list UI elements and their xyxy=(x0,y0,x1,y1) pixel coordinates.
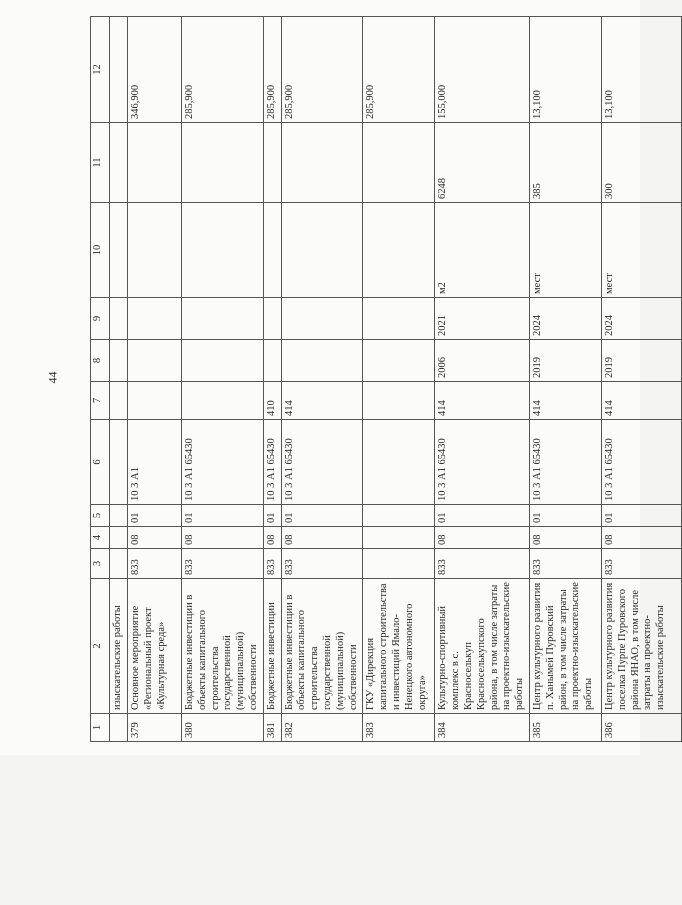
table-cell-col7 xyxy=(110,382,128,420)
table-cell-col9: 2024 xyxy=(601,298,681,340)
table-cell-col2: Бюджетные инвестиции в объекты капитального строительства государственной (муниципальной) собственности xyxy=(182,579,264,714)
table-cell-col5 xyxy=(363,505,435,527)
table-cell-col4: 08 xyxy=(601,527,681,549)
table-cell-col10 xyxy=(363,203,435,298)
table-cell-col2: изыскательские работы xyxy=(110,579,128,714)
table-body xyxy=(110,17,682,742)
table-cell-col10: мест xyxy=(529,203,601,298)
table-cell-col6: 10 3 А1 65430 xyxy=(601,420,681,505)
table-cell-col9 xyxy=(263,298,281,340)
table-cell-col8 xyxy=(281,340,363,382)
table-cell-col9 xyxy=(281,298,363,340)
table-cell-col8 xyxy=(263,340,281,382)
table-cell-col3: 833 xyxy=(263,549,281,579)
col-header: 2 xyxy=(91,579,110,714)
table-cell-col4: 08 xyxy=(281,527,363,549)
table-cell-col4: 08 xyxy=(263,527,281,549)
table-cell-col11 xyxy=(281,123,363,203)
budget-table xyxy=(90,16,682,742)
table-cell-col2: Основное мероприятие «Региональный проект «Культурная среда» xyxy=(128,579,182,714)
table-cell-col5: 01 xyxy=(435,505,530,527)
table-cell-col3: 833 xyxy=(435,549,530,579)
table-cell-col7: 414 xyxy=(435,382,530,420)
table-cell-col12 xyxy=(110,17,128,123)
col-header: 12 xyxy=(91,17,110,123)
table-cell-col12: 285,900 xyxy=(281,17,363,123)
table-row xyxy=(110,17,128,742)
table-cell-col6: 10 3 А1 65430 xyxy=(281,420,363,505)
table-cell-col7 xyxy=(128,382,182,420)
table-cell-col9 xyxy=(363,298,435,340)
table-cell-col1: 381 xyxy=(263,714,281,742)
col-header: 1 xyxy=(91,714,110,742)
table-cell-col2: Бюджетные инвестиции в объекты капитального строительства государственной (муниципальной) собственности xyxy=(281,579,363,714)
table-row xyxy=(435,17,530,742)
col-header: 10 xyxy=(91,203,110,298)
table-cell-col5 xyxy=(110,505,128,527)
table-cell-col7: 414 xyxy=(601,382,681,420)
table-cell-col9: 2021 xyxy=(435,298,530,340)
table-cell-col7: 410 xyxy=(263,382,281,420)
col-header: 7 xyxy=(91,382,110,420)
table-cell-col1: 384 xyxy=(435,714,530,742)
table-cell-col11 xyxy=(128,123,182,203)
table-cell-col12: 285,900 xyxy=(182,17,264,123)
table-cell-col4 xyxy=(110,527,128,549)
table-row xyxy=(182,17,264,742)
table-cell-col7 xyxy=(182,382,264,420)
table-cell-col6: 10 3 А1 65430 xyxy=(182,420,264,505)
table-cell-col1: 386 xyxy=(601,714,681,742)
table-cell-col12: 285,900 xyxy=(263,17,281,123)
table-cell-col1: 379 xyxy=(128,714,182,742)
table-cell-col8: 2019 xyxy=(529,340,601,382)
table-cell-col10: м2 xyxy=(435,203,530,298)
col-header: 6 xyxy=(91,420,110,505)
budget-table-rotated xyxy=(90,17,667,742)
col-header: 9 xyxy=(91,298,110,340)
table-cell-col3 xyxy=(363,549,435,579)
table-cell-col1: 385 xyxy=(529,714,601,742)
table-cell-col9: 2024 xyxy=(529,298,601,340)
table-row xyxy=(281,17,363,742)
table-cell-col10 xyxy=(263,203,281,298)
table-cell-col4: 08 xyxy=(529,527,601,549)
col-header: 3 xyxy=(91,549,110,579)
table-cell-col11 xyxy=(263,123,281,203)
table-cell-col5: 01 xyxy=(281,505,363,527)
table-cell-col5: 01 xyxy=(182,505,264,527)
table-cell-col10 xyxy=(281,203,363,298)
table-cell-col6 xyxy=(110,420,128,505)
table-cell-col10 xyxy=(110,203,128,298)
table-cell-col4: 08 xyxy=(128,527,182,549)
table-cell-col12: 13,100 xyxy=(529,17,601,123)
table-cell-col12: 155,000 xyxy=(435,17,530,123)
table-cell-col6: 10 3 А1 xyxy=(128,420,182,505)
table-cell-col4 xyxy=(363,527,435,549)
table-cell-col8 xyxy=(128,340,182,382)
table-cell-col5: 01 xyxy=(128,505,182,527)
table-cell-col10 xyxy=(182,203,264,298)
table-cell-col10: мест xyxy=(601,203,681,298)
table-cell-col6 xyxy=(363,420,435,505)
table-cell-col12: 13,100 xyxy=(601,17,681,123)
table-cell-col8 xyxy=(110,340,128,382)
table-cell-col8: 2006 xyxy=(435,340,530,382)
table-cell-col12: 346,900 xyxy=(128,17,182,123)
table-cell-col7: 414 xyxy=(529,382,601,420)
table-cell-col3: 833 xyxy=(601,549,681,579)
table-cell-col6: 10 3 А1 65430 xyxy=(435,420,530,505)
table-cell-col3: 833 xyxy=(281,549,363,579)
table-cell-col6: 10 3 А1 65430 xyxy=(263,420,281,505)
table-cell-col8 xyxy=(363,340,435,382)
table-cell-col8: 2019 xyxy=(601,340,681,382)
table-cell-col7 xyxy=(363,382,435,420)
table-row xyxy=(263,17,281,742)
table-cell-col4: 08 xyxy=(435,527,530,549)
table-cell-col10 xyxy=(128,203,182,298)
table-cell-col1 xyxy=(110,714,128,742)
table-cell-col1: 382 xyxy=(281,714,363,742)
table-cell-col11 xyxy=(363,123,435,203)
table-cell-col3: 833 xyxy=(529,549,601,579)
table-cell-col3: 833 xyxy=(182,549,264,579)
table-cell-col3 xyxy=(110,549,128,579)
table-cell-col11 xyxy=(182,123,264,203)
table-cell-col2: Центр культурного развития поселка Пурпе Пуровского района ЯНАО, в том числе затраты на проектно-изыскательские работы xyxy=(601,579,681,714)
header-row xyxy=(91,17,110,742)
table-cell-col5: 01 xyxy=(263,505,281,527)
table-cell-col9 xyxy=(182,298,264,340)
table-cell-col1: 380 xyxy=(182,714,264,742)
table-row xyxy=(529,17,601,742)
col-header: 11 xyxy=(91,123,110,203)
table-row xyxy=(128,17,182,742)
col-header: 8 xyxy=(91,340,110,382)
table-cell-col3: 833 xyxy=(128,549,182,579)
table-cell-col5: 01 xyxy=(529,505,601,527)
table-cell-col1: 383 xyxy=(363,714,435,742)
col-header: 4 xyxy=(91,527,110,549)
page-number: 44 xyxy=(45,371,60,384)
table-row xyxy=(363,17,435,742)
table-cell-col7: 414 xyxy=(281,382,363,420)
table-cell-col11: 6248 xyxy=(435,123,530,203)
table-cell-col5: 01 xyxy=(601,505,681,527)
table-cell-col2: Центр культурного развития п. Ханымей Пуровский район, в том числе затраты на проектно-изыскательские работы xyxy=(529,579,601,714)
table-cell-col2: ГКУ «Дирекция капитального строительства и инвестиций Ямало-Ненецкого автономного округа» xyxy=(363,579,435,714)
table-cell-col11: 300 xyxy=(601,123,681,203)
table-cell-col9 xyxy=(110,298,128,340)
table-cell-col4: 08 xyxy=(182,527,264,549)
table-cell-col2: Культурно-спортивный комплекс в с. Красноселькуп Красноселькупского района, в том числе затраты на проектно-изыскательские работы xyxy=(435,579,530,714)
col-header: 5 xyxy=(91,505,110,527)
table-cell-col9 xyxy=(128,298,182,340)
table-cell-col11: 385 xyxy=(529,123,601,203)
table-row xyxy=(601,17,681,742)
table-cell-col11 xyxy=(110,123,128,203)
table-cell-col8 xyxy=(182,340,264,382)
table-cell-col12: 285,900 xyxy=(363,17,435,123)
table-cell-col6: 10 3 А1 65430 xyxy=(529,420,601,505)
table-cell-col2: Бюджетные инвестиции xyxy=(263,579,281,714)
